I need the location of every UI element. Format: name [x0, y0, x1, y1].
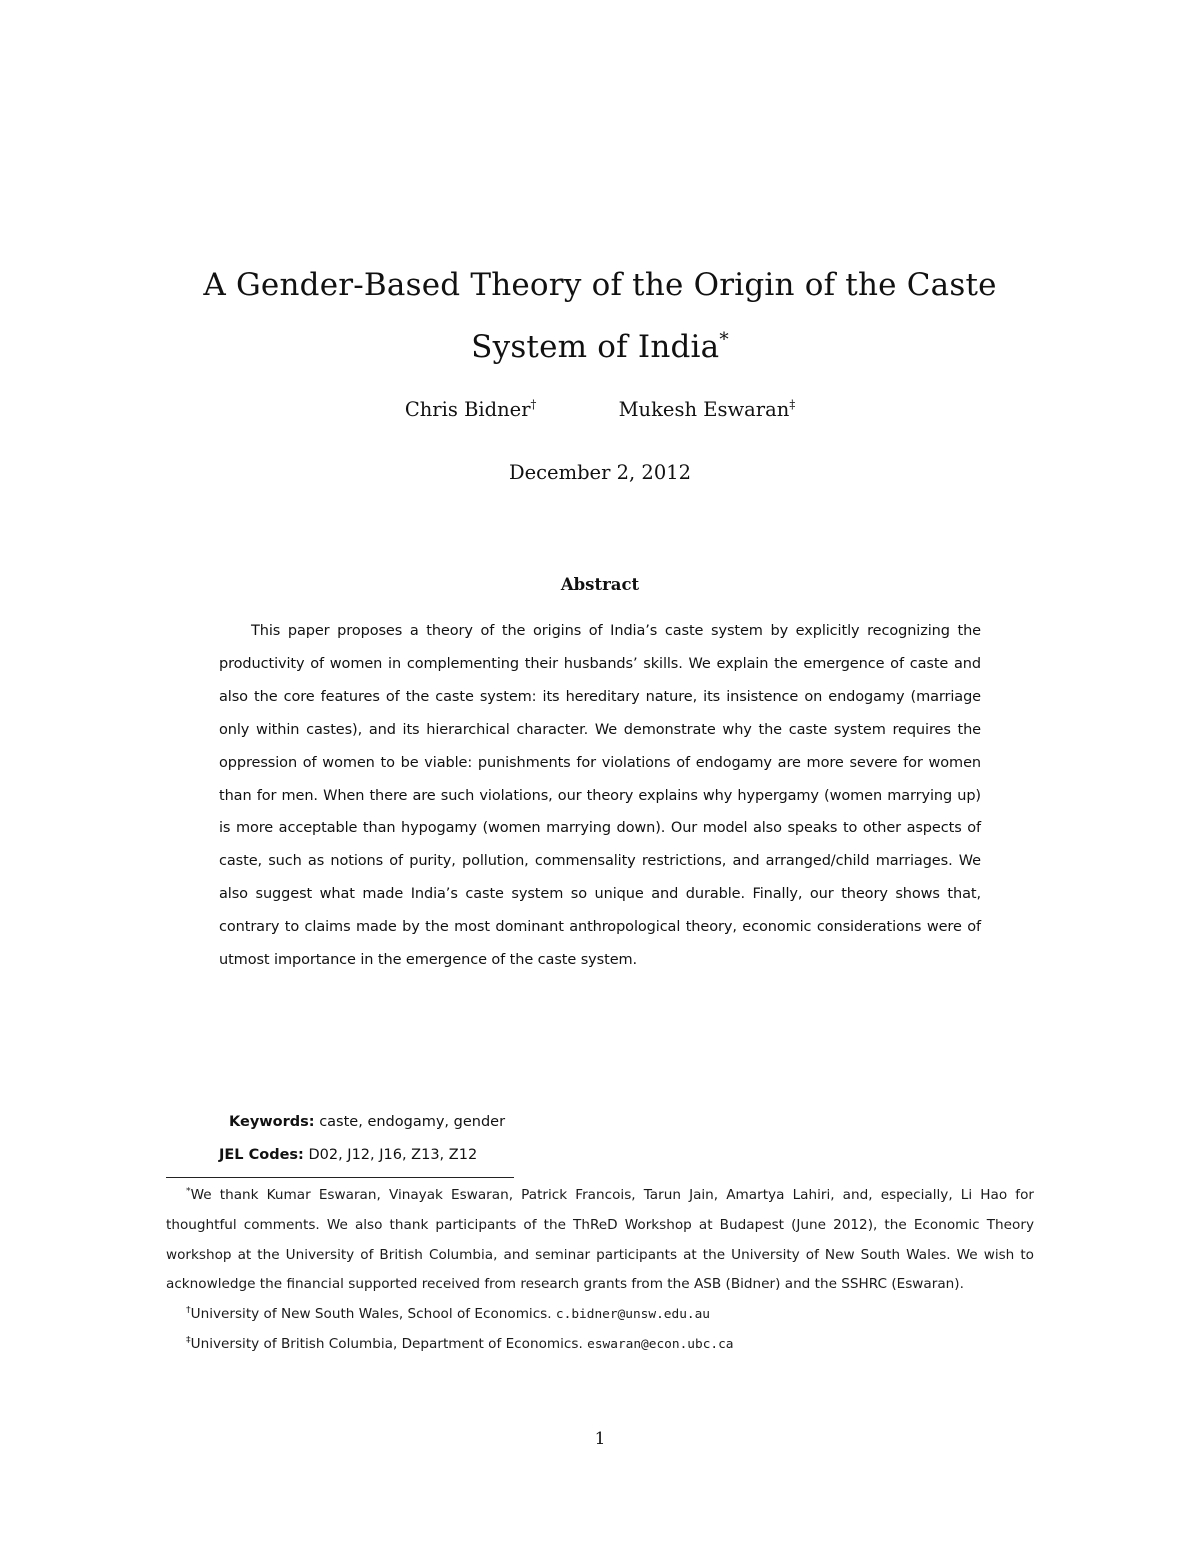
footnote-divider — [166, 1177, 514, 1178]
paper-date: December 2, 2012 — [508, 461, 692, 484]
author-list — [0, 395, 1200, 425]
footnote-3-text: University of British Columbia, Department of Economics. — [190, 1335, 583, 1352]
footnotes — [166, 1181, 1034, 1360]
keywords-line — [219, 1109, 991, 1135]
footnote-affiliation-eswaran — [166, 1330, 1034, 1360]
abstract-heading: Abstract — [560, 575, 640, 594]
paper-title-text: A Gender-Based Theory of the Origin of the Caste System of India — [203, 267, 997, 365]
footnote-1-marker: * — [186, 1185, 191, 1197]
keywords-label: Keywords: — [229, 1114, 315, 1130]
footnote-2-text: University of New South Wales, School of Economics. — [190, 1306, 552, 1323]
author-1-marker: † — [530, 397, 537, 412]
email-link-eswaran[interactable]: eswaran@econ.ubc.ca — [587, 1336, 734, 1352]
paper-title — [150, 254, 1050, 378]
footnote-3-marker: ‡ — [186, 1334, 191, 1346]
footnote-1-text: We thank Kumar Eswaran, Vinayak Eswaran, Patrick Francois, Tarun Jain, Amartya Lahiri, and, especially, Li Hao for thoughtful comments. We also thank participants of the ThReD Workshop at Budapest (June 2012), the Economic Theory workshop at the University of British Columbia, and seminar participants at the University of New South Wales. We wish to acknowledge the financial supported received from research grants from the ASB (Bidner) and the SSHRC (Eswaran). — [166, 1187, 1034, 1293]
footnote-2-marker: † — [186, 1304, 191, 1316]
email-link-bidner[interactable]: c.bidner@unsw.edu.au — [555, 1307, 711, 1323]
jel-codes-line — [219, 1142, 981, 1168]
author-1-name: Chris Bidner — [404, 398, 531, 421]
page-number: 1 — [594, 1429, 606, 1449]
author-2-name: Mukesh Eswaran — [618, 398, 790, 421]
jel-codes-label: JEL Codes: — [219, 1147, 304, 1163]
footnote-affiliation-bidner — [166, 1300, 1034, 1330]
title-footnote-marker: * — [719, 329, 729, 351]
author-2-marker: ‡ — [789, 397, 796, 412]
jel-codes-value: D02, J12, J16, Z13, Z12 — [308, 1147, 478, 1163]
keywords-value: caste, endogamy, gender — [319, 1114, 506, 1130]
author-2 — [619, 395, 796, 425]
author-1 — [405, 395, 537, 425]
footnote-acknowledgements — [166, 1181, 1034, 1300]
abstract-text: This paper proposes a theory of the origins of India’s caste system by explicitly recognizing the productivity of women in complementing their husbands’ skills. We explain the emergence of caste and also the core features of the caste system: its hereditary nature, its insistence on endogamy (marriage only within castes), and its hierarchical character. We demonstrate why the caste system requires the oppression of women to be viable: punishments for violations of endogamy are more severe for women than for men. When there are such violations, our theory explains why hypergamy (women marrying up) is more acceptable than hypogamy (women marrying down). Our model also speaks to other aspects of caste, such as notions of purity, pollution, commensality restrictions, and arranged/child marriages. We also suggest what made India’s caste system so unique and durable. Finally, our theory shows that, contrary to claims made by the most dominant anthropological theory, economic considerations were of utmost importance in the emergence of the caste system. — [219, 623, 981, 969]
